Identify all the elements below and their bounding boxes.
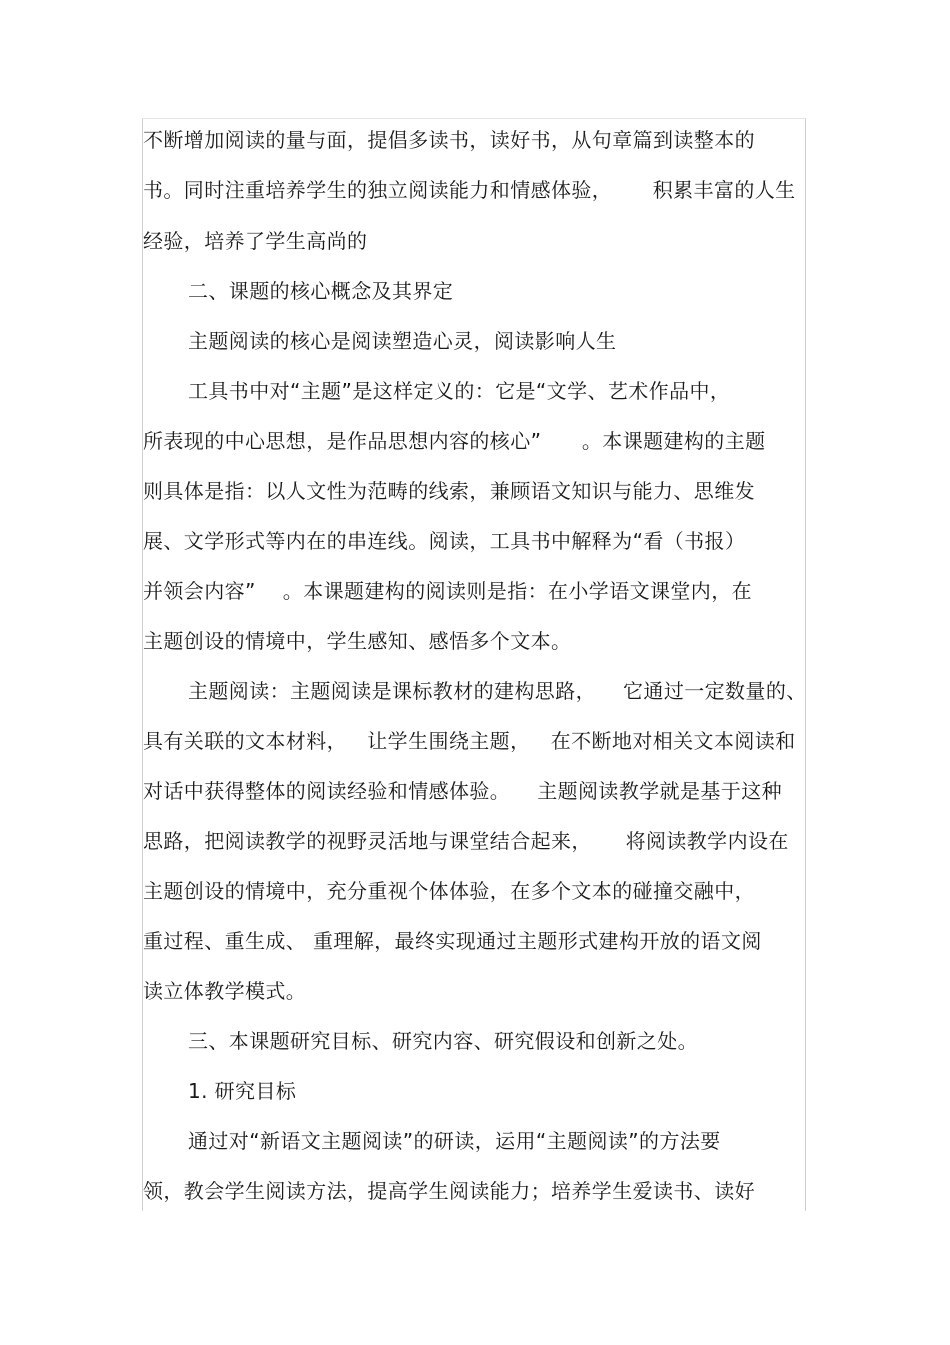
paragraph-line: 重过程、重生成、 重理解，最终实现通过主题形式建构开放的语文阅	[143, 929, 762, 953]
paragraph-line: 主题阅读的核心是阅读塑造心灵，阅读影响人生	[188, 329, 617, 353]
paragraph-line: 对话中获得整体的阅读经验和情感体验。 主题阅读教学就是基于这种	[143, 779, 783, 803]
paragraph-line: 通过对“新语文主题阅读”的研读，运用“主题阅读”的方法要	[188, 1129, 721, 1153]
paragraph-line: 展、文学形式等内在的串连线。阅读，工具书中解释为“看（书报）	[143, 529, 746, 553]
paragraph-line: 不断增加阅读的量与面，提倡多读书，读好书，从句章篇到读整本的	[143, 128, 755, 152]
paragraph-line: 书。同时注重培养学生的独立阅读能力和情感体验， 积累丰富的人生	[143, 178, 796, 202]
paragraph-line: 主题创设的情境中，学生感知、感悟多个文本。	[143, 629, 572, 653]
subsection-heading: 1. 研究目标	[188, 1079, 297, 1103]
paragraph-line: 具有关联的文本材料， 让学生围绕主题， 在不断地对相关文本阅读和	[143, 729, 796, 753]
paragraph-line: 思路，把阅读教学的视野灵活地与课堂结合起来， 将阅读教学内设在	[143, 829, 789, 853]
paragraph-line: 则具体是指：以人文性为范畴的线索，兼顾语文知识与能力、思维发	[143, 479, 755, 503]
paragraph-line: 领，教会学生阅读方法，提高学生阅读能力；培养学生爱读书、读好	[143, 1179, 755, 1203]
section-heading: 二、课题的核心概念及其界定	[188, 279, 454, 303]
paragraph-line: 读立体教学模式。	[143, 979, 307, 1003]
paragraph-line: 并领会内容” 。本课题建构的阅读则是指：在小学语文课堂内，在	[143, 579, 752, 603]
section-heading: 三、本课题研究目标、研究内容、研究假设和创新之处。	[188, 1029, 698, 1053]
paragraph-line: 主题阅读：主题阅读是课标教材的建构思路， 它通过一定数量的、	[188, 679, 807, 703]
paragraph-line: 经验，培养了学生高尚的	[143, 229, 368, 253]
paragraph-line: 主题创设的情境中，充分重视个体体验，在多个文本的碰撞交融中，	[143, 879, 755, 903]
paragraph-line: 所表现的中心思想，是作品思想内容的核心” 。本课题建构的主题	[143, 429, 766, 453]
paragraph-line: 工具书中对“主题”是这样定义的：它是“文学、艺术作品中，	[188, 379, 731, 403]
